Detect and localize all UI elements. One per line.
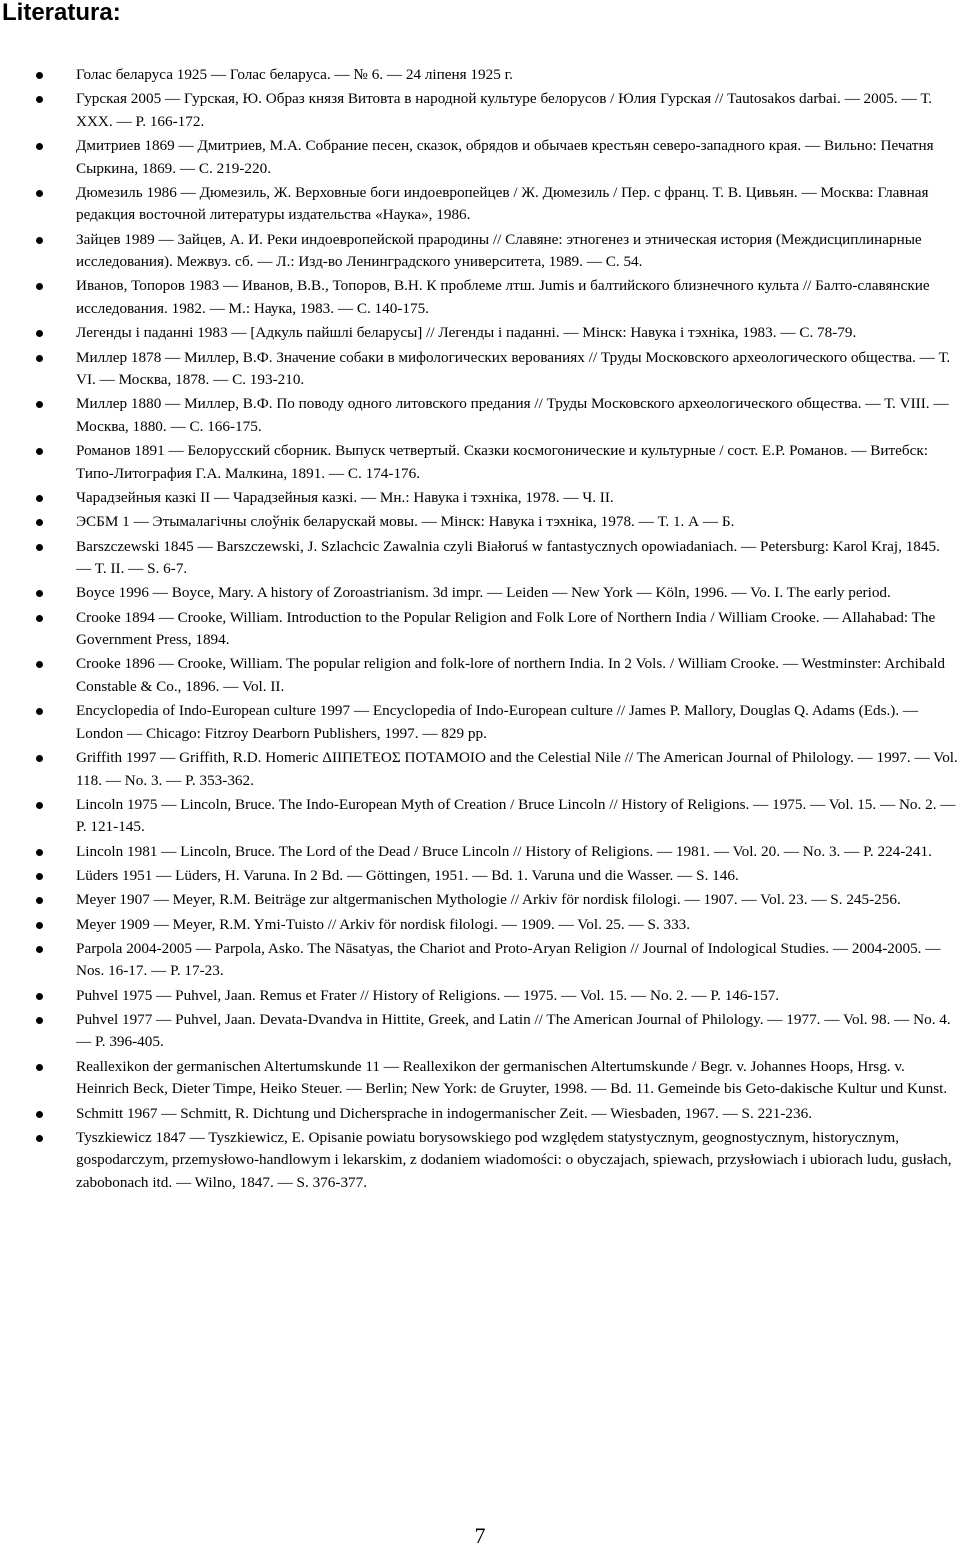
reference-text: Barszczewski 1845 — Barszczewski, J. Szlachcic Zawalnia czyli Białoruś w fantastycznych opowiadaniach. — Petersburg: Karol Kraj, 1845. — T. II. — S. 6-7. [76, 537, 940, 578]
bullet-icon [36, 448, 43, 455]
reference-item [0, 440, 960, 485]
reference-text: Puhvel 1977 — Puhvel, Jaan. Devata-Dvandva in Hittite, Greek, and Latin // The American Journal of Philology. — 1977. — Vol. 98. — No. 4. — P. 396-405. [76, 1010, 951, 1051]
bullet-icon [36, 237, 43, 244]
reference-text: Дюмезиль 1986 — Дюмезиль, Ж. Верховные боги индоевропейцев / Ж. Дюмезиль / Пер. с франц. Т. В. Цивьян. — Москва: Главная редакция восточной литературы издательства «Наука», 1986. [76, 183, 929, 224]
reference-item [0, 229, 960, 274]
bullet-icon [36, 519, 43, 526]
reference-text: Encyclopedia of Indo-European culture 1997 — Encyclopedia of Indo-European culture // James P. Mallory, Douglas Q. Adams (Eds.). — London — Chicago: Fitzroy Dearborn Publishers, 1997. — 829 pp. [76, 702, 919, 742]
reference-item [0, 275, 960, 320]
reference-text: Чарадзейныя казкі II — Чарадзейныя казкі. — Мн.: Навука і тэхніка, 1978. — Ч. II. [76, 488, 614, 506]
bullet-icon [36, 708, 43, 715]
reference-text: Parpola 2004-2005 — Parpola, Asko. The Nāsatyas, the Chariot and Proto-Aryan Religion // Journal of Indological Studies. — 2004-2005. — Nos. 16-17. — P. 17-23. [76, 939, 941, 980]
bullet-icon [36, 873, 43, 880]
reference-item [0, 1009, 960, 1054]
bullet-icon [36, 283, 43, 290]
reference-item [0, 582, 960, 605]
reference-text: Дмитриев 1869 — Дмитриев, М.А. Собрание песен, сказок, обрядов и обычаев крестьян северо-западного края. — Вильно: Печатня Сыркина, 1869. — С. 219-220. [76, 137, 934, 177]
reference-text: Иванов, Топоров 1983 — Иванов, В.В., Топоров, В.Н. К проблеме лтш. Jumis и балтийского близнечного культа // Балто-славянские исследования. 1982. — М.: Наука, 1983. — С. 140-175. [76, 277, 930, 317]
bullet-icon [36, 1017, 43, 1024]
reference-text: Meyer 1907 — Meyer, R.M. Beiträge zur altgermanischen Mythologie // Arkiv för nordisk filologi. — 1907. — Vol. 23. — S. 245-256. [76, 891, 901, 909]
reference-item [0, 322, 960, 345]
bullet-icon [36, 355, 43, 362]
reference-text: Griffith 1997 — Griffith, R.D. Homeric ΔΙΙΠΕΤΕΟΣ ΠΟΤΑΜΟΙΟ and the Celestial Nile // The American Journal of Philology. — 1997. — Vol. 118. — No. 3. — P. 353-362. [76, 749, 958, 789]
reference-text: Миллер 1880 — Миллер, В.Ф. По поводу одного литовского предания // Труды Московского археологического общества. — Т. VIII. — Москва, 1880. — С. 166-175. [76, 395, 949, 435]
reference-item [0, 889, 960, 912]
reference-item [0, 536, 960, 581]
bullet-icon [36, 590, 43, 597]
bullet-icon [36, 544, 43, 551]
bullet-icon [36, 143, 43, 150]
reference-item [0, 1127, 960, 1195]
reference-item [0, 487, 960, 510]
bullet-icon [36, 849, 43, 856]
reference-text: Crooke 1896 — Crooke, William. The popular religion and folk-lore of northern India. In 2 Vols. / William Crooke. — Westminster: Archibald Constable & Co., 1896. — Vol. II. [76, 655, 946, 695]
reference-text: Гурская 2005 — Гурская, Ю. Образ князя Витовта в народной культуре белорусов / Юлия Гурская // Tautosakos darbai. — 2005. — Т. XXX. — P. 166-172. [76, 90, 933, 130]
reference-text: Голас беларуса 1925 — Голас беларуса. — № 6. — 24 ліпеня 1925 г. [76, 66, 513, 83]
reference-list [0, 64, 960, 1196]
bullet-icon [36, 495, 43, 502]
reference-item [0, 347, 960, 392]
reference-text: Reallexikon der germanischen Altertumskunde 11 — Reallexikon der germanischen Altertumskunde / Begr. v. Johannes Hoops, Hrsg. v. Heinrich Beck, Dieter Timpe, Heiko Steuer. — Berlin; New York: de Gruyter, 1998. — Bd. 11. Gemeinde bis Geto-dakische Kultur und Kunst. [76, 1057, 948, 1098]
bullet-icon [36, 1111, 43, 1118]
bullet-icon [36, 1064, 43, 1071]
reference-text: Puhvel 1975 — Puhvel, Jaan. Remus et Frater // History of Religions. — 1975. — Vol. 15. — No. 2. — P. 146-157. [76, 986, 780, 1004]
reference-text: Легенды і паданні 1983 — [Адкуль пайшлі беларусы] // Легенды і паданні. — Мінск: Навука і тэхніка, 1983. — С. 78-79. [76, 324, 857, 342]
bullet-icon [36, 897, 43, 904]
reference-item [0, 88, 960, 133]
reference-item [0, 938, 960, 983]
reference-text: Lincoln 1975 — Lincoln, Bruce. The Indo-European Myth of Creation / Bruce Lincoln // History of Religions. — 1975. — Vol. 15. — No. 2. — P. 121-145. [76, 795, 956, 836]
bullet-icon [36, 1135, 43, 1142]
reference-text: Lincoln 1981 — Lincoln, Bruce. The Lord of the Dead / Bruce Lincoln // History of Religions. — 1981. — Vol. 20. — No. 3. — P. 224-241. [76, 842, 932, 860]
reference-text: ЭСБМ 1 — Этымалагічны слоўнік беларускай мовы. — Мінск: Навука і тэхніка, 1978. — Т. 1. А — Б. [76, 513, 735, 531]
reference-item [0, 511, 960, 534]
bullet-icon [36, 993, 43, 1000]
reference-item [0, 865, 960, 888]
bullet-icon [36, 615, 43, 622]
bullet-icon [36, 72, 43, 79]
reference-item [0, 607, 960, 652]
reference-item [0, 1103, 960, 1126]
page-number: 7 [474, 1523, 486, 1548]
bullet-icon [36, 190, 43, 197]
bullet-icon [36, 755, 43, 762]
reference-text: Meyer 1909 — Meyer, R.M. Ymi-Tuisto // Arkiv för nordisk filologi. — 1909. — Vol. 25. — S. 333. [76, 915, 691, 933]
reference-item [0, 914, 960, 937]
bullet-icon [36, 661, 43, 668]
bullet-icon [36, 330, 43, 337]
reference-text: Crooke 1894 — Crooke, William. Introduction to the Popular Religion and Folk Lore of Northern India / William Crooke. — Allahabad: The Government Press, 1894. [76, 608, 936, 649]
reference-item [0, 64, 960, 87]
bullet-icon [36, 96, 43, 103]
reference-text: Миллер 1878 — Миллер, В.Ф. Значение собаки в мифологических верованиях // Труды Московского археологического общества. — Т. VI. — Москва, 1878. — С. 193-210. [76, 348, 951, 389]
bullet-icon [36, 401, 43, 408]
reference-item [0, 841, 960, 864]
reference-item [0, 794, 960, 839]
bullet-icon [36, 802, 43, 809]
reference-text: Зайцев 1989 — Зайцев, А. И. Реки индоевропейской прародины // Славяне: этногенез и этническая история (Междисциплинарные исследования). Межвуз. сб. — Л.: Изд-во Ленинградского университета, 1989. — С. 54. [76, 230, 922, 271]
reference-text: Boyce 1996 — Boyce, Mary. A history of Zoroastrianism. 3d impr. — Leiden — New York — Köln, 1996. — Vo. I. The early period. [76, 584, 891, 602]
reference-item [0, 653, 960, 698]
page-heading: Literatura: [2, 0, 121, 26]
reference-text: Schmitt 1967 — Schmitt, R. Dichtung und Dichersprache in indogermanischer Zeit. — Wiesbaden, 1967. — S. 221-236. [76, 1104, 813, 1122]
reference-item [0, 182, 960, 227]
bullet-icon [36, 946, 43, 953]
reference-item [0, 135, 960, 180]
reference-item [0, 700, 960, 745]
reference-text: Романов 1891 — Белорусский сборник. Выпуск четвертый. Сказки космогонические и культурные / сост. Е.Р. Романов. — Витебск: Типо-Литография Г.А. Малкина, 1891. — С. 174-176. [76, 442, 928, 482]
reference-item [0, 1056, 960, 1101]
reference-text: Lüders 1951 — Lüders, H. Varuna. In 2 Bd. — Göttingen, 1951. — Bd. 1. Varuna und die Wasser. — S. 146. [76, 866, 739, 884]
bullet-icon [36, 922, 43, 929]
reference-item [0, 393, 960, 438]
reference-text: Tyszkiewicz 1847 — Tyszkiewicz, E. Opisanie powiatu borysowskiego pod względem statystycznym, geognostycznym, historycznym, gospodarczym, przemysłowo-handlowym i lekarskim, z dodaniem wiadomości: o obyczajach, spiewach, przysłowiach i ubiorach ludu, gusłach, zabobonach itd. — Wilno, 1847. — S. 376-377. [76, 1128, 952, 1191]
reference-item [0, 985, 960, 1008]
reference-item [0, 747, 960, 792]
